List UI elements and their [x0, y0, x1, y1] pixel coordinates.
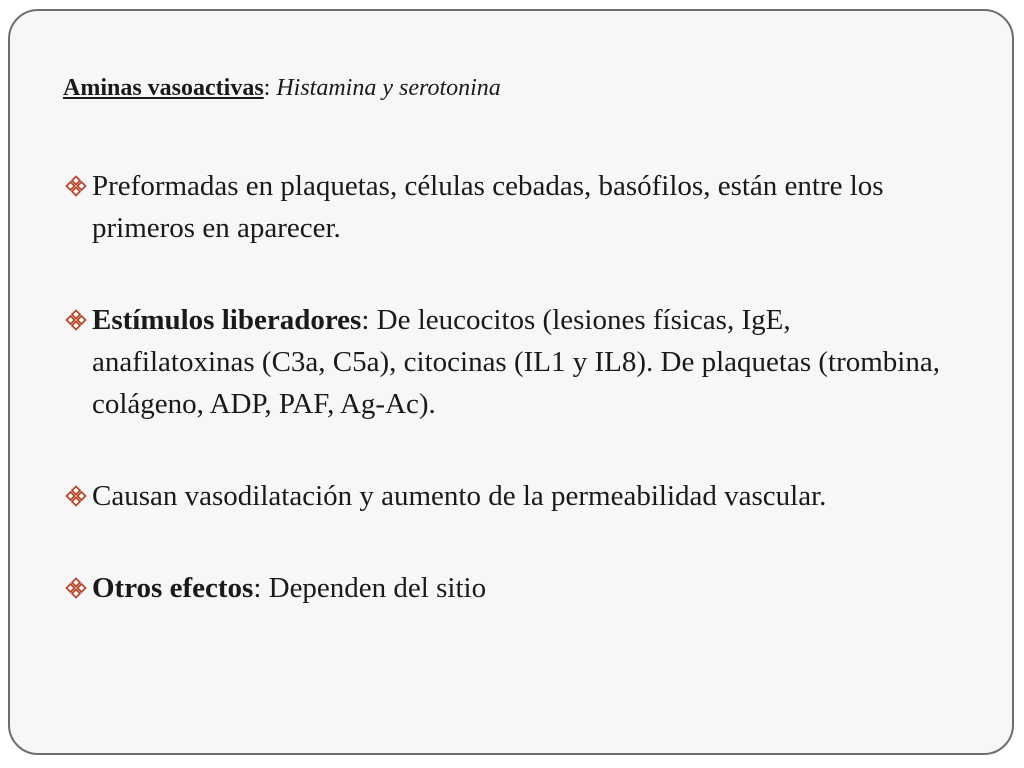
heading-subtitle: Histamina y serotonina — [276, 75, 501, 101]
bullet-text: : Dependen del sitio — [253, 572, 487, 604]
heading-term: Aminas vasoactivas — [63, 75, 264, 101]
bullet-item — [63, 475, 953, 517]
bullet-bold-term: Estímulos liberadores — [92, 304, 362, 336]
bullet-item — [63, 165, 953, 249]
four-diamond-star-icon — [65, 577, 87, 599]
bullet-item — [63, 299, 953, 425]
four-diamond-star-icon — [65, 175, 87, 197]
bullet-item — [63, 567, 953, 609]
bullet-text: Causan vasodilatación y aumento de la permeabilidad vascular. — [92, 480, 827, 512]
four-diamond-star-icon — [65, 309, 87, 331]
slide-heading — [63, 72, 501, 104]
heading-separator: : — [263, 75, 277, 101]
bullet-text: : De leucocitos (lesiones físicas, IgE, anafilatoxinas (C3a, C5a), citocinas (IL1 y IL8). De plaquetas (trombina, colágeno, ADP, PAF, Ag-Ac). — [92, 304, 940, 420]
bullet-list — [63, 165, 953, 659]
four-diamond-star-icon — [65, 485, 87, 507]
bullet-text: Preformadas en plaquetas, células cebadas, basófilos, están entre los primeros en aparecer. — [92, 170, 884, 244]
bullet-bold-term: Otros efectos — [92, 572, 254, 604]
